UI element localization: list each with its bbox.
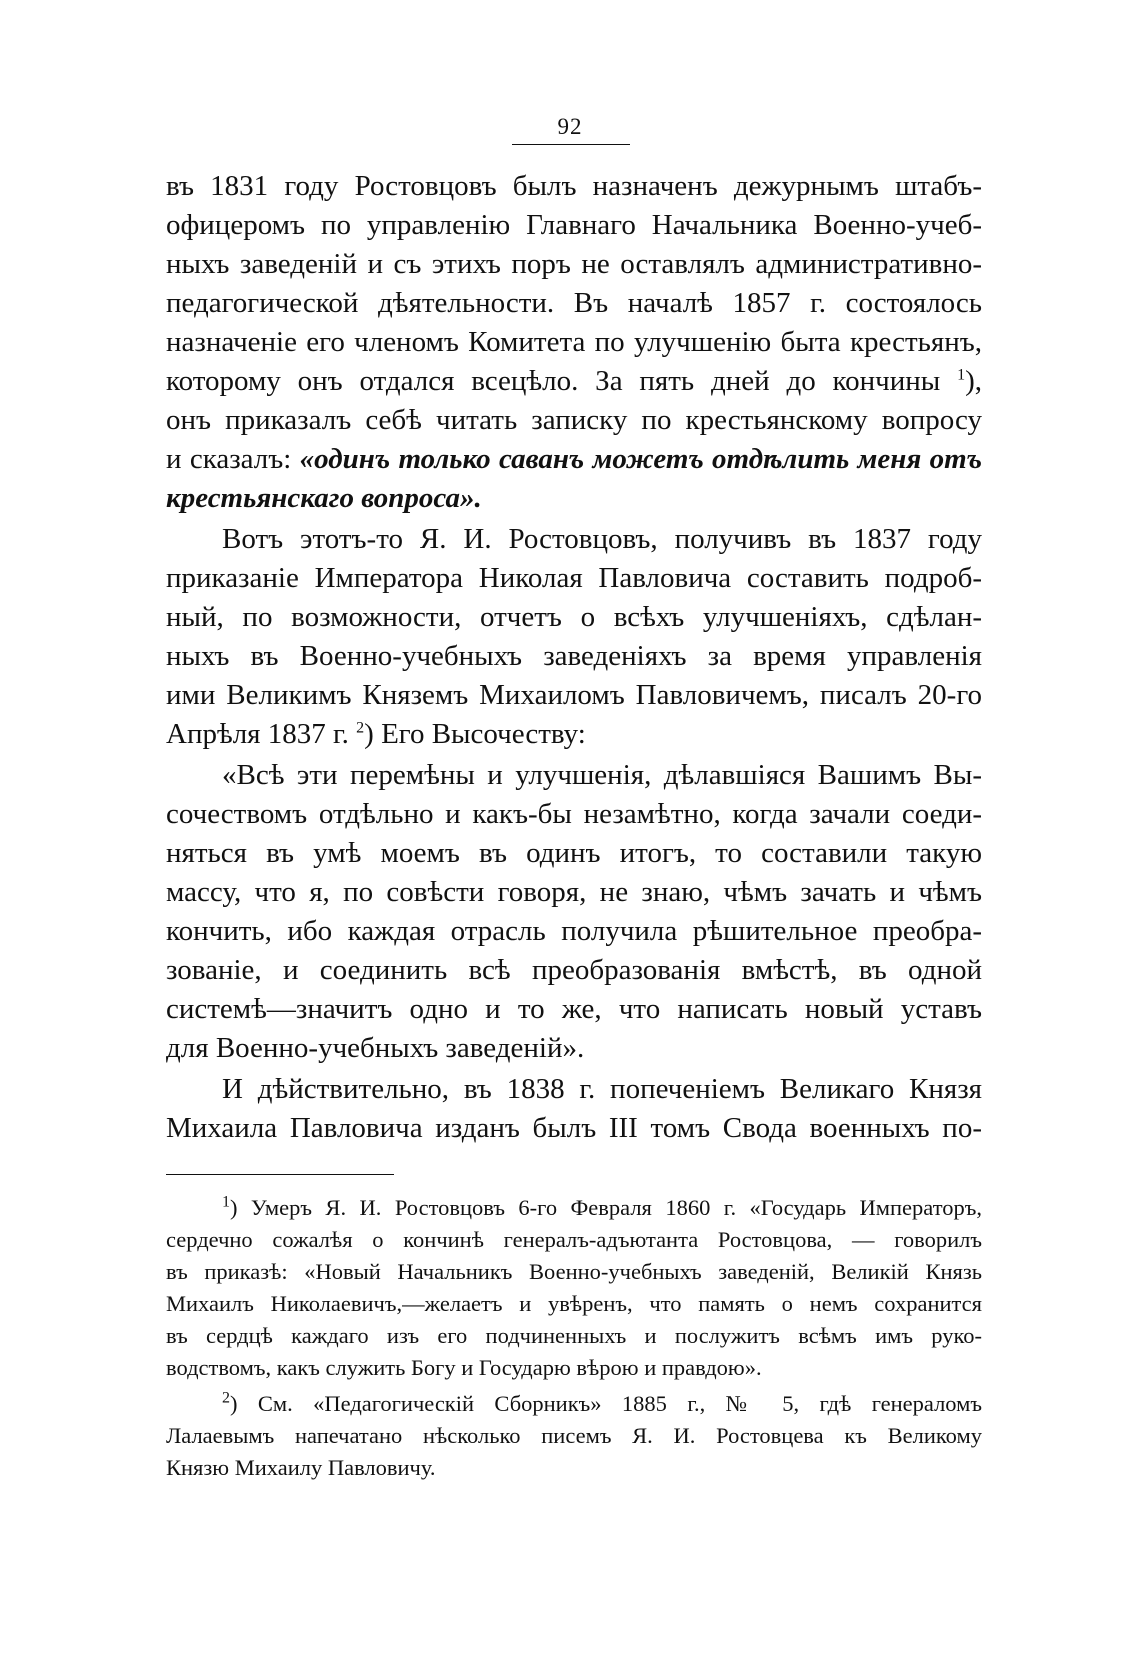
text-segment: и сказалъ: — [166, 443, 300, 475]
text-line: Михаилъ Николаевичъ,—желаетъ и увѣренъ, что память о немъ сохранится — [166, 1291, 982, 1316]
text-line: зованіе, и соединить всѣ преобразованія вмѣстѣ, въ одной — [166, 954, 982, 986]
footnote-ref[interactable]: 2 — [356, 719, 365, 737]
text-line: Лалаевымъ напечатано нѣсколько писемъ Я. И. Ростовцева къ Великому — [166, 1423, 982, 1448]
text-line: Михаила Павловича изданъ былъ III томъ Свода военныхъ по- — [166, 1112, 982, 1144]
footnote-marker: 2 — [222, 1389, 230, 1407]
footnote-1 — [166, 1192, 982, 1384]
paragraph-4 — [166, 1070, 982, 1148]
text-line: педагогической дѣятельности. Въ началѣ 1857 г. состоялось — [166, 287, 982, 319]
text-line — [166, 715, 982, 754]
footnote-2 — [166, 1388, 982, 1484]
text-line: ный, по возможности, отчетъ о всѣхъ улучшеніяхъ, сдѣлан- — [166, 601, 982, 633]
text-line — [166, 440, 982, 479]
footnote-rule — [166, 1174, 394, 1175]
text-line: офицеромъ по управленію Главнаго Начальника Военно-учеб- — [166, 209, 982, 241]
header-rule — [512, 144, 630, 145]
text-line: системѣ—значитъ одно и то же, что написать новый уставъ — [166, 993, 982, 1025]
text-line: въ сердцѣ каждаго изъ его подчиненныхъ и послужитъ всѣмъ имъ руко- — [166, 1323, 982, 1348]
text-segment: Апрѣля 1837 г. — [166, 718, 349, 750]
text-line: кончить, ибо каждая отрасль получила рѣшительное преобра- — [166, 915, 982, 947]
footnote-ref[interactable]: 1 — [957, 366, 966, 384]
text-line: «Всѣ эти перемѣны и улучшенія, дѣлавшіяся Вашимъ Вы- — [222, 759, 982, 791]
text-line — [166, 1192, 982, 1224]
emphasized-quote: крестьянскаго вопроса». — [166, 482, 482, 514]
footnotes — [166, 1192, 982, 1484]
text-line: Князю Михаилу Павловичу. — [166, 1455, 436, 1480]
text-line: сочествомъ отдѣльно и какъ-бы незамѣтно, когда зачали соеди- — [166, 798, 982, 830]
text-line: И дѣйствительно, въ 1838 г. попеченіемъ Великаго Князя — [222, 1073, 982, 1105]
text-segment: ) Умеръ Я. И. Ростовцовъ 6-го Февраля 1860 г. «Государь Императоръ, — [230, 1195, 982, 1220]
text-line: Вотъ этотъ-то Я. И. Ростовцовъ, получивъ въ 1837 году — [222, 523, 982, 555]
body-text — [166, 167, 982, 1148]
text-segment: ) Его Высочеству: — [364, 718, 586, 750]
text-line: массу, что я, по совѣсти говоря, не знаю, чѣмъ зачать и чѣмъ — [166, 876, 982, 908]
text-segment: ), — [965, 365, 982, 397]
text-line — [166, 1388, 982, 1420]
text-line: ныхъ въ Военно-учебныхъ заведеніяхъ за время управленія — [166, 640, 982, 672]
paragraph-1 — [166, 167, 982, 518]
text-line: ныхъ заведеній и съ этихъ поръ не оставлялъ административно- — [166, 248, 982, 280]
footnote-marker: 1 — [222, 1193, 230, 1211]
text-line: для Военно-учебныхъ заведеній». — [166, 1032, 585, 1064]
text-line: приказаніе Императора Николая Павловича составить подроб- — [166, 562, 982, 594]
text-line: въ приказѣ: «Новый Начальникъ Военно-учебныхъ заведеній, Великій Князь — [166, 1259, 982, 1284]
text-segment: ) См. «Педагогическій Сборникъ» 1885 г., № 5, гдѣ генераломъ — [230, 1391, 982, 1416]
paragraph-2 — [166, 520, 982, 754]
text-line: сердечно сожалѣя о кончинѣ генералъ-адъютанта Ростовцова, — говорилъ — [166, 1227, 982, 1252]
text-line: водствомъ, какъ служить Богу и Государю вѣрою и правдою». — [166, 1355, 762, 1380]
text-segment: которому онъ отдался всецѣло. За пять дней до кончины — [166, 365, 941, 397]
text-line: въ 1831 году Ростовцовъ былъ назначенъ дежурнымъ штабъ- — [166, 170, 982, 202]
paragraph-3 — [166, 756, 982, 1068]
text-line: онъ приказалъ себѣ читать записку по крестьянскому вопросу — [166, 404, 982, 436]
text-line — [166, 479, 982, 518]
emphasized-quote: «одинъ только саванъ можетъ отдѣлить меня отъ — [299, 443, 982, 475]
text-line — [166, 362, 982, 401]
text-line: няться въ умѣ моемъ въ одинъ итогъ, то составили такую — [166, 837, 982, 869]
page-number: 92 — [557, 114, 583, 139]
text-line: ими Великимъ Княземъ Михаиломъ Павловичемъ, писалъ 20-го — [166, 679, 982, 711]
text-line: назначеніе его членомъ Комитета по улучшенію быта крестьянъ, — [166, 326, 982, 358]
